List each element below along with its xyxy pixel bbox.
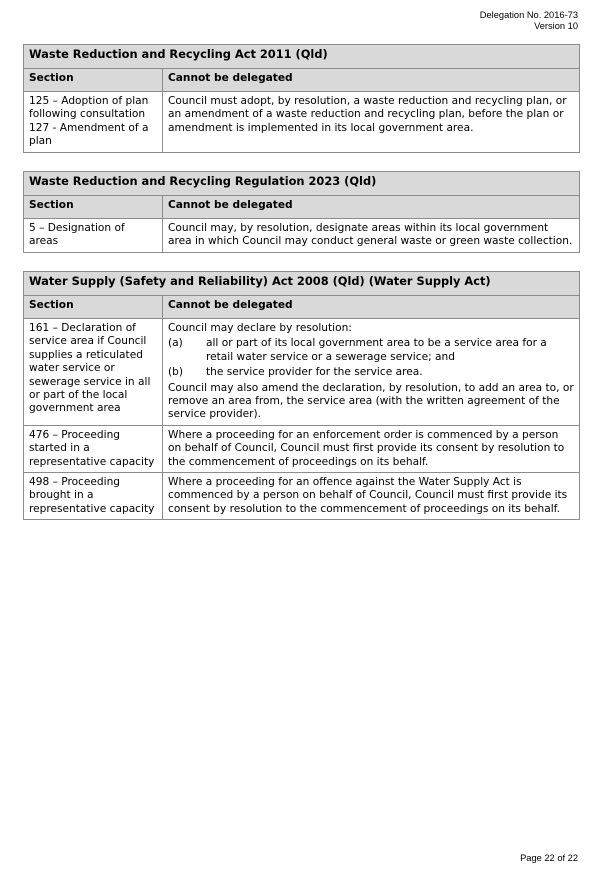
section-column-header: Section <box>24 196 163 219</box>
page-number: Page 22 of 22 <box>520 853 578 863</box>
restriction-cell: Where a proceeding for an enforcement order is commenced by a person on behalf of Council, Council must first provide its consent by resolution to the commencement of proceedings on its behalf. <box>163 425 580 472</box>
list-item <box>168 366 574 379</box>
version-label: Version 10 <box>534 21 578 31</box>
section-ref: 127 - Amendment of a plan <box>29 121 149 148</box>
waste-reduction-regulation-table <box>23 171 580 253</box>
table-row <box>24 92 580 153</box>
cannot-be-delegated-column-header: Cannot be delegated <box>163 196 580 219</box>
cannot-be-delegated-column-header: Cannot be delegated <box>163 69 580 92</box>
section-cell: 161 – Declaration of service area if Council supplies a reticulated water service or sewerage service in all or part of the local government area <box>24 319 163 426</box>
delegation-number: Delegation No. 2016-73 <box>479 10 578 20</box>
restriction-intro: Council may declare by resolution: <box>168 322 352 334</box>
section-cell: 476 – Proceeding started in a representative capacity <box>24 425 163 472</box>
list-text: the service provider for the service area. <box>206 366 423 379</box>
list-text: all or part of its local government area to be a service area for a retail water service or a sewerage service; and <box>206 337 547 363</box>
waste-reduction-act-table <box>23 44 580 153</box>
restriction-cell: Where a proceeding for an offence against the Water Supply Act is commenced by a person on behalf of Council, Council must first provide its consent by resolution to the commencement of proceedings on its behalf. <box>163 473 580 520</box>
list-item <box>168 337 574 364</box>
cannot-be-delegated-column-header: Cannot be delegated <box>163 296 580 319</box>
section-cell <box>24 92 163 153</box>
document-header <box>480 10 578 32</box>
table-row <box>24 425 580 472</box>
table-title: Water Supply (Safety and Reliability) Act 2008 (Qld) (Water Supply Act) <box>24 272 580 296</box>
section-column-header: Section <box>24 69 163 92</box>
section-cell: 5 – Designation of areas <box>24 219 163 253</box>
table-row <box>24 319 580 426</box>
section-column-header: Section <box>24 296 163 319</box>
water-supply-act-table <box>23 271 580 520</box>
restriction-cell <box>163 319 580 426</box>
table-row <box>24 473 580 520</box>
section-ref: 125 – Adoption of plan following consultation <box>29 95 149 121</box>
list-marker: (a) <box>168 337 183 350</box>
restriction-cell: Council must adopt, by resolution, a waste reduction and recycling plan, or an amendment of a waste reduction and recycling plan, before the plan or amendment is implemented in its local government area. <box>163 92 580 153</box>
section-cell: 498 – Proceeding brought in a representative capacity <box>24 473 163 520</box>
table-title: Waste Reduction and Recycling Regulation 2023 (Qld) <box>24 172 580 196</box>
table-title: Waste Reduction and Recycling Act 2011 (Qld) <box>24 45 580 69</box>
table-row <box>24 219 580 253</box>
restriction-outro: Council may also amend the declaration, by resolution, to add an area to, or remove an area from, the service area (with the written agreement of the service provider). <box>168 381 574 421</box>
list-marker: (b) <box>168 366 183 379</box>
restriction-cell: Council may, by resolution, designate areas within its local government area in which Council may conduct general waste or green waste collection. <box>163 219 580 253</box>
